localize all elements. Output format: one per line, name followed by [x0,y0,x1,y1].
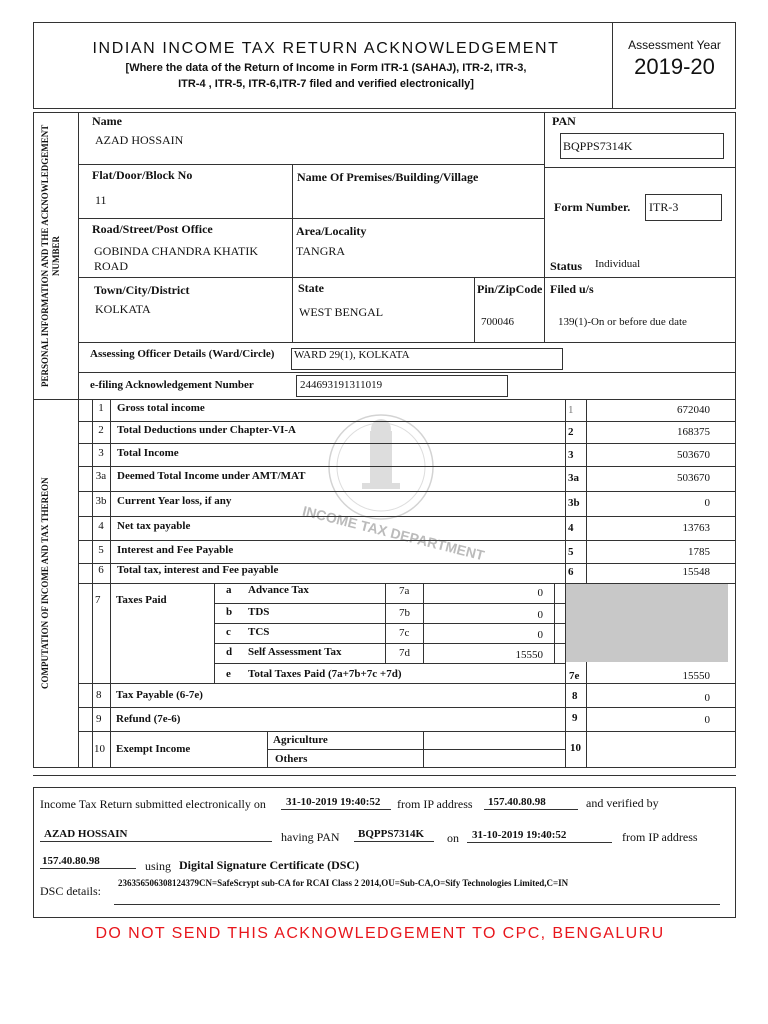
verified-on: 31-10-2019 19:40:52 [472,829,567,841]
row10-label: Exempt Income [116,743,191,755]
row10-num: 10 [94,743,105,755]
row-code: 3b [568,497,580,509]
row-label: Total Deductions under Chapter-VI-A [117,424,296,436]
row-code: 4 [568,522,574,534]
tax-sub-label: TCS [248,626,270,638]
form-subtitle-line1: [Where the data of the Return of Income in Form ITR-1 (SAHAJ), ITR-2, ITR-3, [125,62,527,74]
taxes-paid-label: Taxes Paid [116,594,167,606]
assessment-year-label: Assessment Year [628,38,721,52]
tax-sub-value: 0 [537,629,543,641]
tax-sub-label: TDS [248,606,270,618]
row10-sub2: Others [275,753,308,765]
total-taxes-value: 15550 [682,670,710,682]
state-label: State [298,281,324,295]
row-num: 5 [98,544,104,556]
verifier-pan: BQPPS7314K [358,828,425,840]
row9-code: 9 [572,712,578,724]
tax-sub-letter: a [226,584,232,596]
submitted-on: 31-10-2019 19:40:52 [286,796,381,808]
tax-sub-code: 7b [399,607,410,619]
dsc-label: DSC details: [40,884,102,898]
tax-sub-value: 0 [537,609,543,621]
tax-sub-label: Self Assessment Tax [248,646,342,658]
row10-sub1: Agriculture [273,734,328,746]
ao-value: WARD 29(1), KOLKATA [294,349,410,361]
shaded-cell [566,584,728,662]
filed-label: Filed u/s [550,282,594,296]
area-value: TANGRA [296,244,346,258]
row-num: 1 [98,402,104,414]
personal-section-label: PERSONAL INFORMATION AND THE ACKNOWLEDGEMENT NUMBER [40,124,61,388]
row-code: 3a [568,472,579,484]
row-label: Gross total income [117,402,205,414]
total-taxes-label: Total Taxes Paid (7a+7b+7c +7d) [248,668,402,680]
total-taxes-letter: e [226,668,231,680]
submitted-ip: 157.40.80.98 [488,796,546,808]
total-taxes-code: 7e [569,670,580,682]
having-pan-label: having PAN [281,830,340,844]
status-value: Individual [595,258,641,270]
pin-value: 700046 [481,316,514,328]
verifier-name: AZAD HOSSAIN [44,828,128,840]
form-subtitle-line2: ITR-4 , ITR-5, ITR-6,ITR-7 filed and verified electronically] [178,78,474,90]
pan-label: PAN [552,114,576,128]
town-value: KOLKATA [95,302,151,316]
form-number-label: Form Number. [554,200,631,214]
form-title: INDIAN INCOME TAX RETURN ACKNOWLEDGEMENT [92,40,560,57]
row-num: 3b [95,495,107,507]
row9-label: Refund (7e-6) [116,713,181,725]
ack-value: 244693191311019 [300,379,383,391]
filed-value: 139(1)-On or before due date [558,316,687,328]
tax-sub-letter: c [226,626,231,638]
dsc-value: 236356506308124379CN=SafeScrypt sub-CA for RCAI Class 2 2014,OU=Sub-CA,O=Sify Technologies Limited,C=IN [118,878,569,888]
row-code: 2 [568,426,574,438]
watermark-text: INCOME TAX DEPARTMENT [300,502,487,564]
from-ip-label: from IP address [397,797,473,811]
row-label: Interest and Fee Payable [117,544,234,556]
row8-label: Tax Payable (6-7e) [116,689,203,701]
using-value: Digital Signature Certificate (DSC) [179,858,360,872]
row-num: 2 [98,424,104,436]
row8-num: 8 [96,689,102,701]
row-label: Total tax, interest and Fee payable [117,564,279,576]
name-value: AZAD HOSSAIN [95,133,184,147]
verified-ip: 157.40.80.98 [42,855,100,867]
town-label: Town/City/District [94,283,190,297]
road-value-line2: ROAD [94,259,129,273]
row-num: 3a [95,470,107,482]
verified-by-label: and verified by [586,796,659,810]
taxes-paid-num: 7 [95,594,101,606]
state-value: WEST BENGAL [299,305,384,319]
tax-sub-label: Advance Tax [248,584,309,596]
do-not-send-notice: DO NOT SEND THIS ACKNOWLEDGEMENT TO CPC, BENGALURU [95,925,665,942]
row-code: 1 [568,404,574,416]
row-code: 3 [568,449,574,461]
row-value: 503670 [677,449,710,461]
status-label: Status [550,259,583,273]
tax-sub-value: 0 [537,587,543,599]
row-label: Net tax payable [117,520,191,532]
name-label: Name [92,114,122,128]
pan-value: BQPPS7314K [563,139,633,153]
form-number-value: ITR-3 [649,200,679,214]
row-code: 5 [568,546,574,558]
row-value: 0 [704,497,710,509]
row-value: 168375 [677,426,710,438]
road-label: Road/Street/Post Office [92,222,213,236]
row-num: 3 [98,447,104,459]
row9-num: 9 [96,713,102,725]
tax-sub-letter: d [226,646,233,658]
row-value: 672040 [677,404,710,416]
row-value: 1785 [688,546,710,558]
row8-code: 8 [572,690,578,702]
row-value: 503670 [677,472,710,484]
ao-label: Assessing Officer Details (Ward/Circle) [90,348,275,360]
using-label: using [145,859,172,873]
verification-prefix: Income Tax Return submitted electronically on [40,797,266,811]
assessment-year-value: 2019-20 [634,54,715,79]
pin-label: Pin/ZipCode [477,282,543,296]
row-value: 15548 [682,566,710,578]
row-label: Total Income [117,447,179,459]
area-label: Area/Locality [296,224,367,238]
row-num: 4 [98,520,104,532]
ack-label: e-filing Acknowledgement Number [90,379,254,391]
computation-section-label: COMPUTATION OF INCOME AND TAX THEREON [40,477,50,690]
row-value: 13763 [682,522,710,534]
tax-sub-value: 15550 [515,649,543,661]
tax-sub-code: 7d [399,647,410,659]
tax-sub-letter: b [226,606,233,618]
row-label: Deemed Total Income under AMT/MAT [117,470,306,482]
row10-code: 10 [570,742,581,754]
from-ip-label-2: from IP address [622,830,698,844]
premises-label: Name Of Premises/Building/Village [297,170,479,184]
row9-value: 0 [704,714,710,726]
row-label: Current Year loss, if any [117,495,232,507]
flat-value: 11 [95,193,107,207]
row-num: 6 [98,564,104,576]
on-label: on [447,831,459,845]
flat-label: Flat/Door/Block No [92,168,193,182]
row-code: 6 [568,566,574,578]
tax-sub-code: 7c [399,627,410,639]
tax-sub-code: 7a [399,585,410,597]
row8-value: 0 [704,692,710,704]
road-value-line1: GOBINDA CHANDRA KHATIK [94,244,259,258]
